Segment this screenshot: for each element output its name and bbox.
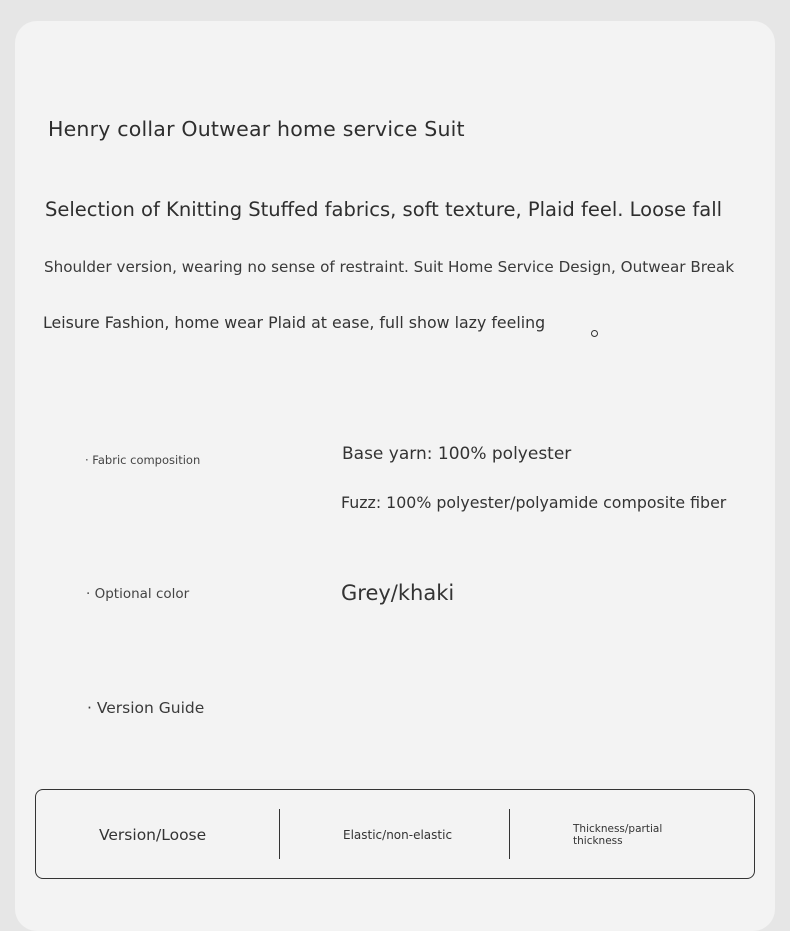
guide-divider bbox=[279, 809, 280, 859]
optional-color-label: · Optional color bbox=[86, 586, 190, 602]
guide-divider bbox=[509, 809, 510, 859]
guide-item-version: Version/Loose bbox=[99, 826, 207, 844]
guide-item-thickness: Thickness/partial thickness bbox=[573, 823, 663, 847]
description-line-2: Shoulder version, wearing no sense of restraint. Suit Home Service Design, Outwear Break bbox=[44, 258, 735, 276]
decorative-circle-icon bbox=[591, 330, 598, 337]
fabric-base-yarn-value: Base yarn: 100% polyester bbox=[342, 444, 572, 464]
product-title: Henry collar Outwear home service Suit bbox=[48, 117, 465, 141]
version-guide-box bbox=[35, 789, 755, 879]
description-line-1: Selection of Knitting Stuffed fabrics, soft texture, Plaid feel. Loose fall bbox=[45, 198, 723, 221]
version-guide-label: · Version Guide bbox=[87, 699, 205, 717]
description-line-3: Leisure Fashion, home wear Plaid at ease, full show lazy feeling bbox=[43, 313, 546, 332]
fabric-composition-label: · Fabric composition bbox=[85, 453, 201, 467]
fabric-fuzz-value: Fuzz: 100% polyester/polyamide composite fiber bbox=[341, 493, 727, 512]
optional-color-value: Grey/khaki bbox=[341, 581, 455, 605]
guide-item-elastic: Elastic/non-elastic bbox=[343, 828, 453, 842]
